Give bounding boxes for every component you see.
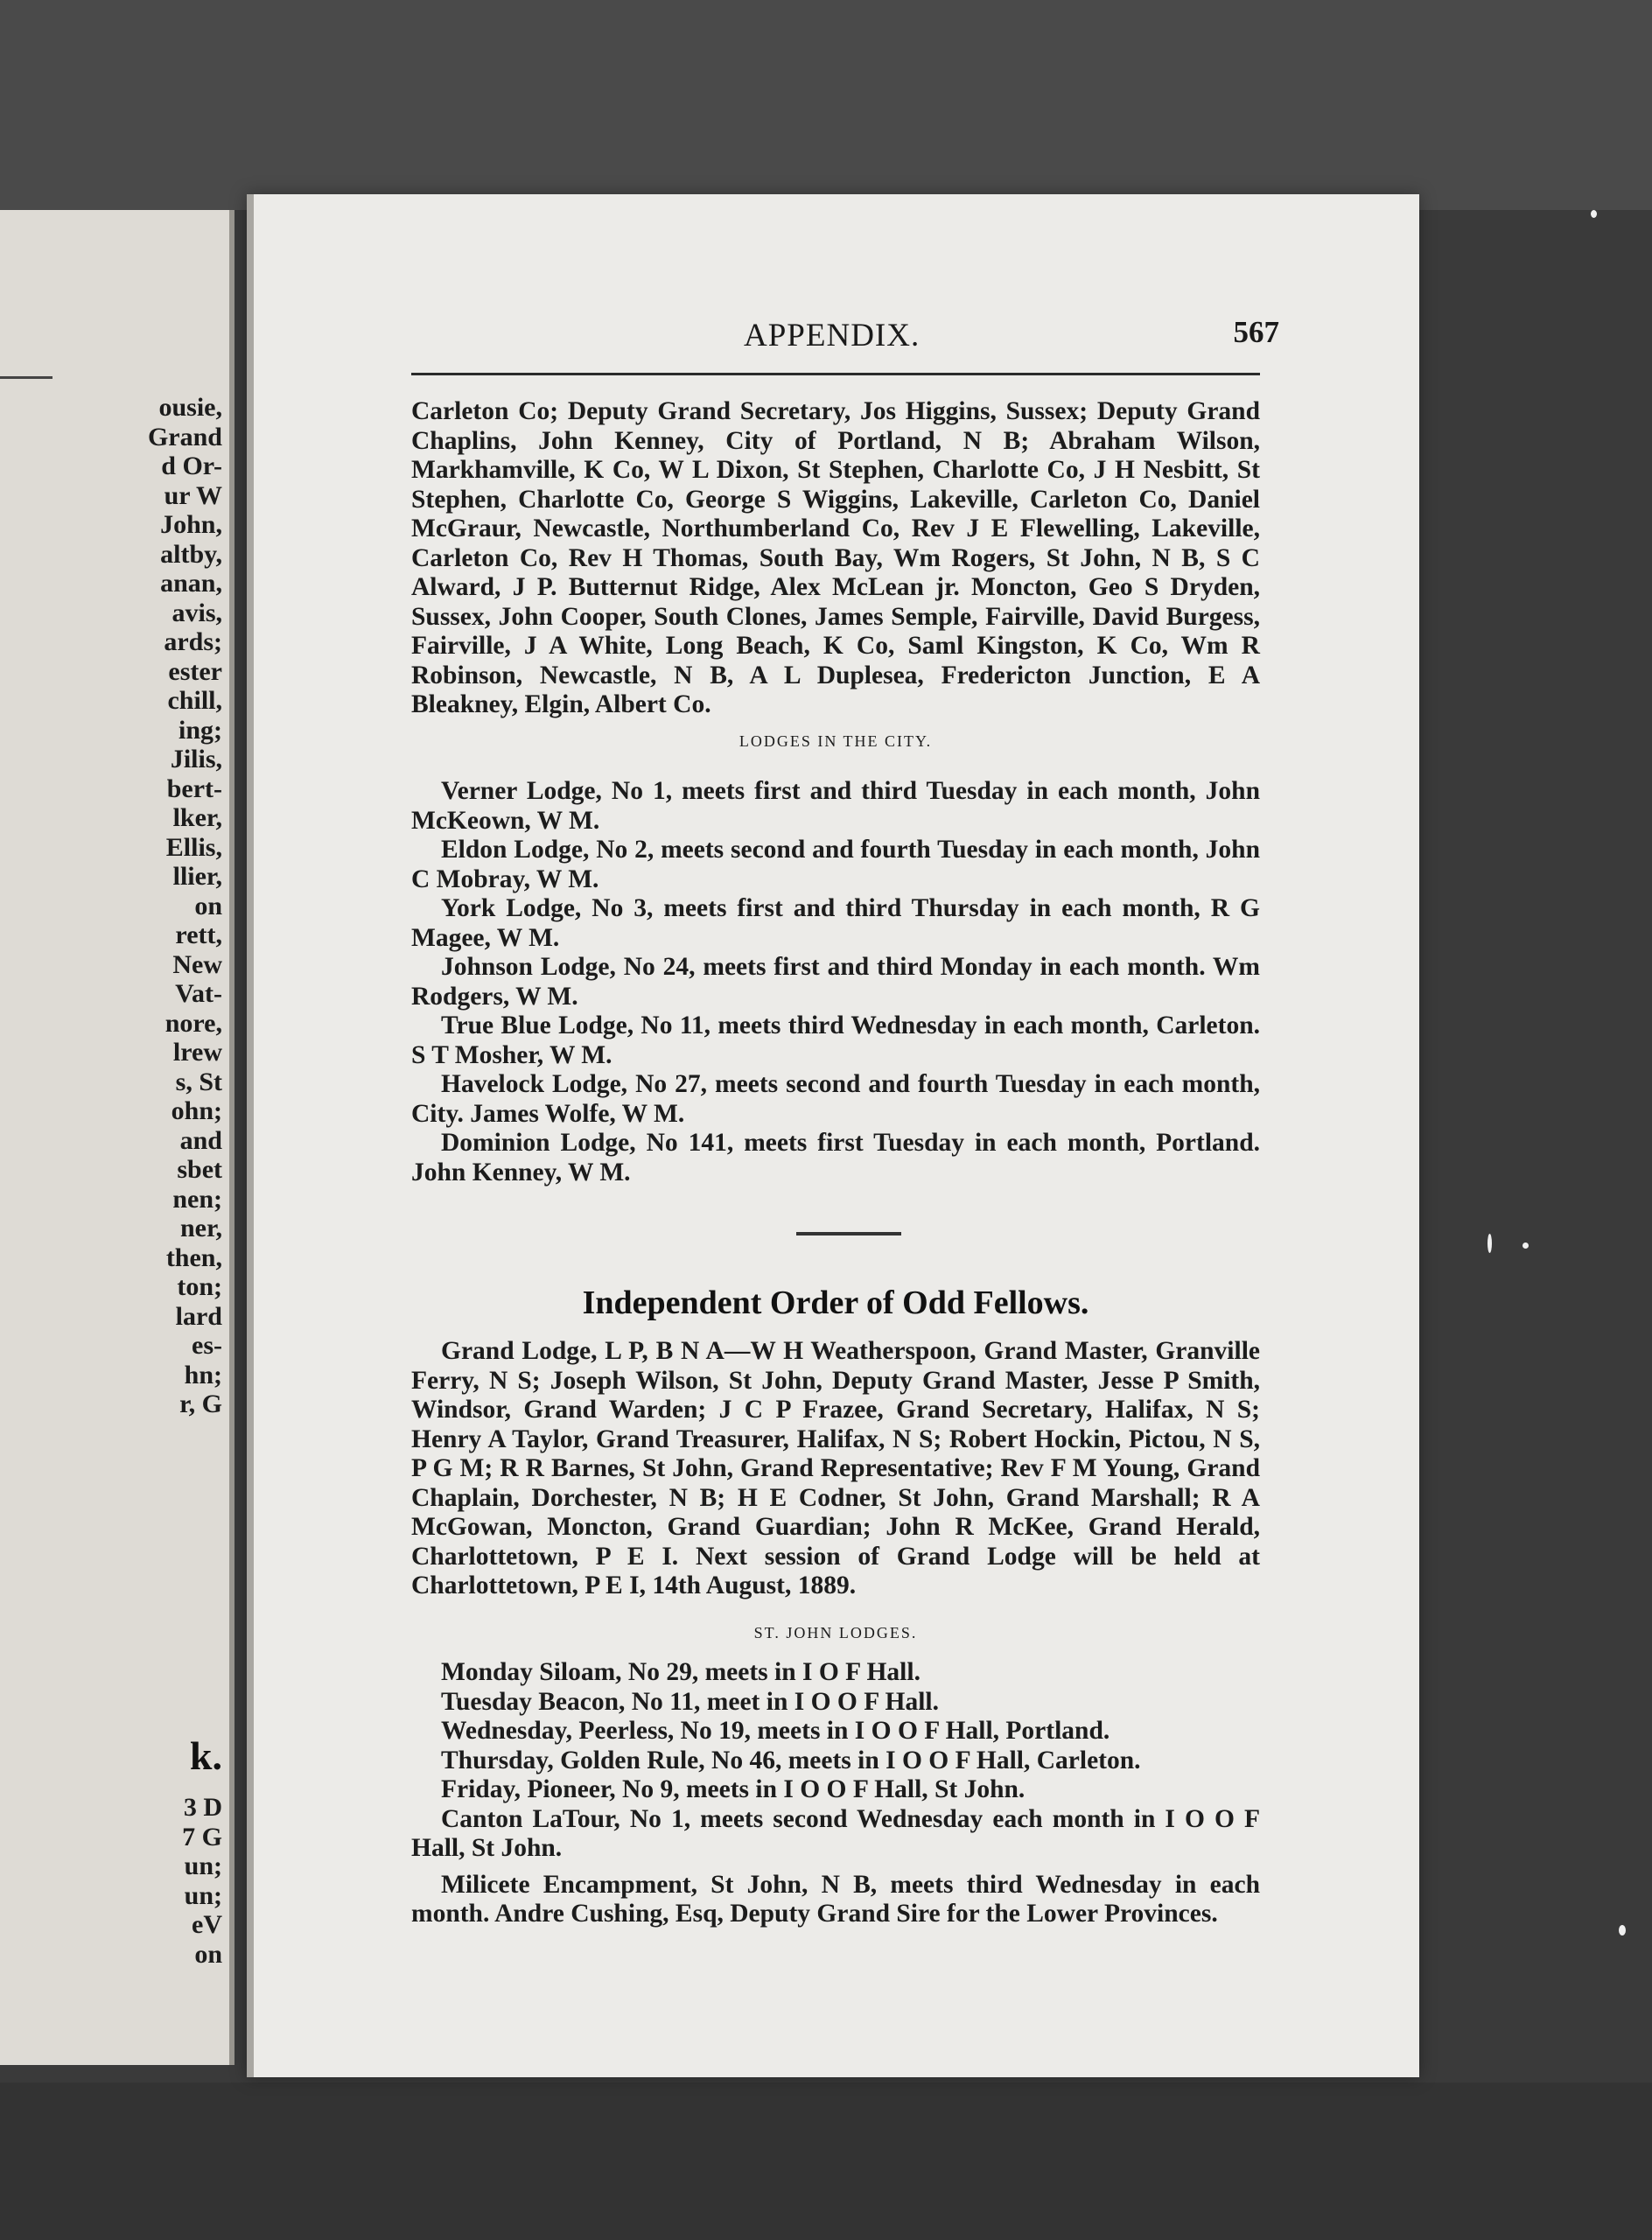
left-page-heading: k. <box>189 1733 222 1778</box>
left-page-fragment: then, <box>165 1243 222 1272</box>
background-bottom <box>0 2082 1652 2240</box>
left-page-fragment: 3 D <box>183 1794 222 1822</box>
odd-fellows-title: Independent Order of Odd Fellows. <box>582 1284 1089 1321</box>
left-page-fragment: New <box>172 950 222 979</box>
page-number: 567 <box>1233 315 1279 349</box>
dust-speck <box>1591 210 1597 218</box>
left-page-fragment: r, G <box>179 1390 222 1418</box>
left-page-fragment: avis, <box>172 598 222 627</box>
left-page-fragment: ester <box>168 657 222 686</box>
grand-lodge-paragraph <box>411 397 1260 756</box>
running-head: APPENDIX. <box>744 318 920 354</box>
left-page-fragment: s, St <box>175 1068 222 1096</box>
left-page-fragment: chill, <box>167 687 222 715</box>
dust-speck <box>1522 1242 1529 1249</box>
left-page-rule <box>0 376 52 379</box>
left-page-fragment: ner, <box>179 1214 222 1242</box>
city-lodges-list <box>411 777 1260 1187</box>
lodge-entry: Verner Lodge, No 1, meets first and third Tuesday in each month, John McKeown, W M. <box>411 777 1260 835</box>
left-page-fragment: d Or- <box>161 452 222 480</box>
left-page-fragment: and <box>179 1126 222 1155</box>
left-page-fragment: Vat- <box>175 980 222 1008</box>
grand-lodge-text: Carleton Co; Deputy Grand Secretary, Jos Higgins, Sussex; Deputy Grand Chaplins, John Kenney, City of Portland, N B; Abraham Wilson, Markhamville, K Co, W L Dixon, St Stephen, Charlotte Co, J H Nesbitt, St Stephen, Charlotte Co, George S Wiggins, Lakeville, Carleton Co, Daniel McGraur, Newcastle, Northumberland Co, Rev J E Flewelling, Lakeville, Carleton Co, Rev H Thomas, South Bay, Wm Rogers, St John, N B, S C Alward, J P. Butternut Ridge, Alex McLean jr. Moncton, Geo S Dryden, Sussex, John Cooper, South Clones, James Semple, Fairville, David Burgess, Fairville, J A White, Long Beach, K Co, Saml Kingston, K Co, Wm R Robinson, Newcastle, N B, A L Duplesea, Fredericton Junction, E A Bleakney, Elgin, Albert Co. <box>411 397 1260 718</box>
left-page-fragment: on <box>194 1940 222 1969</box>
lodge-entry: Havelock Lodge, No 27, meets second and fourth Tuesday in each month, City. James Wolfe, W M. <box>411 1070 1260 1128</box>
left-page-fragment: ton; <box>177 1273 222 1301</box>
lodge-entry: Johnson Lodge, No 24, meets first and third Monday in each month. Wm Rodgers, W M. <box>411 953 1260 1011</box>
odd-fellows-section <box>411 1337 1260 1929</box>
left-page <box>0 210 234 2065</box>
lodge-entry: York Lodge, No 3, meets first and third Thursday in each month, R G Magee, W M. <box>411 894 1260 952</box>
left-page-fragment: hn; <box>184 1361 222 1390</box>
left-page-fragment: rett, <box>175 921 222 949</box>
left-page-fragment: eV <box>192 1911 222 1939</box>
left-page-fragment: on <box>194 892 222 920</box>
left-page-fragment: lrew <box>172 1039 222 1067</box>
section-separator <box>796 1232 901 1236</box>
left-page-fragment: Grand <box>147 423 222 452</box>
header-rule <box>411 373 1260 375</box>
city-lodges-heading: LODGES IN THE CITY. <box>738 732 933 750</box>
lodge-entry: Eldon Lodge, No 2, meets second and fourth Tuesday in each month, John C Mobray, W M. <box>411 836 1260 893</box>
book-page <box>247 194 1419 2077</box>
left-page-fragment: un; <box>184 1881 222 1910</box>
left-page-fragment: un; <box>184 1852 222 1880</box>
dust-speck <box>1488 1234 1492 1253</box>
left-page-fragment: 7 G <box>182 1823 222 1852</box>
canton-entry: Canton LaTour, No 1, meets second Wednesday each month in I O O F Hall, St John. <box>411 1804 1260 1862</box>
left-page-fragment: bert- <box>166 774 222 803</box>
background-top <box>0 0 1652 210</box>
st-john-lodge-entry: Thursday, Golden Rule, No 46, meets in I O O F Hall, Carleton. <box>441 1746 1141 1774</box>
left-page-fragment: ur W <box>164 481 222 510</box>
lodge-entry: Dominion Lodge, No 141, meets first Tuesday in each month, Portland. John Kenney, W M. <box>411 1129 1260 1186</box>
st-john-lodges-heading: ST. JOHN LODGES. <box>753 1623 918 1642</box>
left-page-fragment: ing; <box>178 716 222 745</box>
left-page-fragment: es- <box>192 1332 222 1360</box>
left-page-fragment: sbet <box>177 1156 222 1184</box>
left-page-fragment: lard <box>175 1302 222 1331</box>
st-john-lodge-entry: Monday Siloam, No 29, meets in I O F Hall. <box>441 1658 920 1686</box>
lodge-entry: True Blue Lodge, No 11, meets third Wednesday in each month, Carleton. S T Mosher, W M. <box>411 1012 1260 1069</box>
st-john-lodge-entry: Tuesday Beacon, No 11, meet in I O O F Hall. <box>441 1687 939 1716</box>
dust-speck <box>1619 1925 1626 1936</box>
odd-fellows-paragraph: Grand Lodge, L P, B N A—W H Weatherspoon, Grand Master, Granville Ferry, N S; Joseph Wilson, St John, Deputy Grand Master, Jesse P Smith, Windsor, Grand Warden; J C P Frazee, Grand Secretary, Halifax, N S; Henry A Taylor, Grand Treasurer, Halifax, N S; Robert Hockin, Pictou, N S, P G M; R R Barnes, St John, Grand Representative; Rev F M Young, Grand Chaplain, Dorchester, N B; H E Codner, St John, Grand Marshall; R A McGowan, Moncton, Grand Guardian; John R McKee, Grand Herald, Charlottetown, P E I. Next session of Grand Lodge will be held at Charlottetown, P E I, 14th August, 1889. <box>411 1337 1260 1600</box>
left-page-fragment: John, <box>160 511 222 539</box>
left-page-fragment: Ellis, <box>165 833 222 862</box>
left-page-fragment: anan, <box>160 570 222 598</box>
left-page-fragment: nore, <box>164 1009 222 1038</box>
left-page-fragment: nen; <box>172 1185 222 1214</box>
left-page-fragment: ards; <box>164 628 222 656</box>
left-page-fragment: Jilis, <box>170 746 222 774</box>
left-page-fragment: ohn; <box>171 1097 222 1125</box>
encampment-entry: Milicete Encampment, St John, N B, meets third Wednesday in each month. Andre Cushing, Esq, Deputy Grand Sire for the Lower Provinces. <box>411 1870 1260 1928</box>
left-page-fragment: altby, <box>160 540 222 569</box>
left-page-fragment: llier, <box>172 863 222 891</box>
st-john-lodge-entry: Wednesday, Peerless, No 19, meets in I O O F Hall, Portland. <box>441 1717 1110 1745</box>
left-page-fragment: ousie, <box>158 394 222 422</box>
left-page-fragment: lker, <box>172 804 222 832</box>
st-john-lodge-entry: Friday, Pioneer, No 9, meets in I O O F Hall, St John. <box>441 1775 1026 1803</box>
